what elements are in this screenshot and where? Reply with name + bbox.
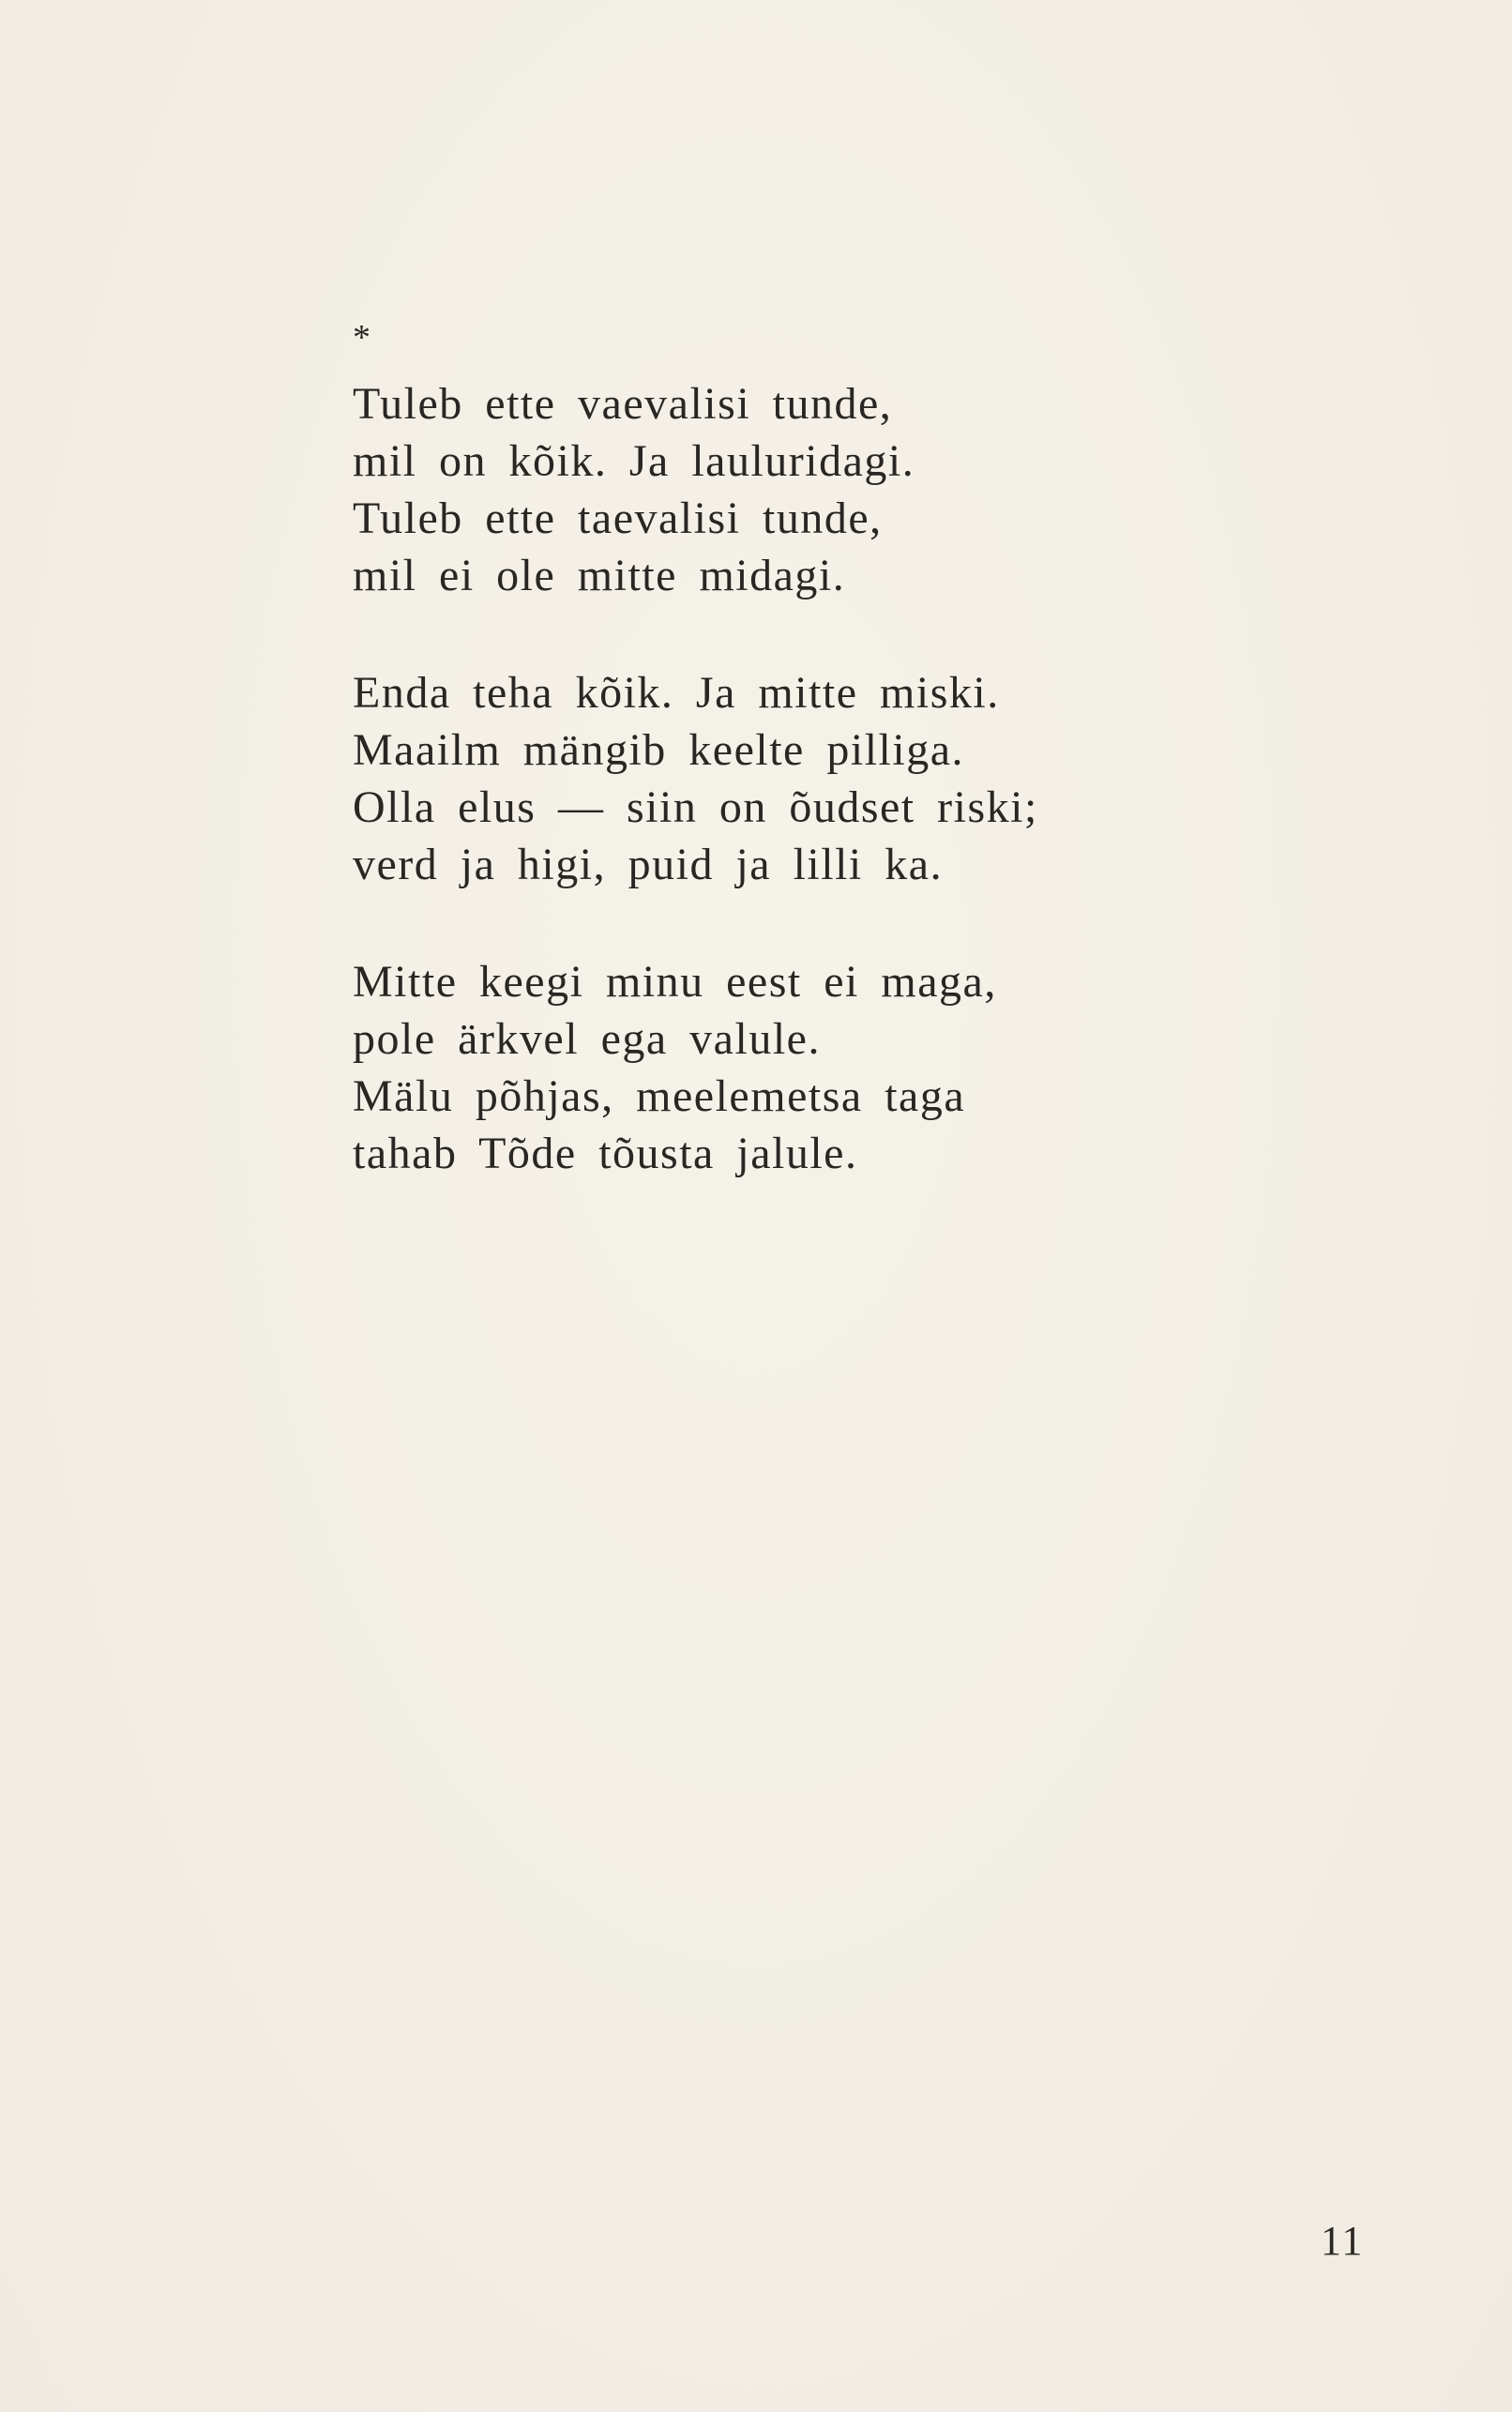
- page-number: 11: [1321, 2218, 1365, 2264]
- poem-line: pole ärkvel ega valule.: [353, 1014, 821, 1064]
- poem-line: Mitte keegi minu eest ei maga,: [353, 957, 997, 1007]
- poem: [353, 319, 1253, 1182]
- poem-line: Tuleb ette taevalisi tunde,: [353, 493, 883, 543]
- stanza-3: [353, 953, 1253, 1182]
- poem-line: mil ei ole mitte midagi.: [353, 551, 846, 600]
- poem-line: verd ja higi, puid ja lilli ka.: [353, 840, 944, 889]
- poem-line: Enda teha kõik. Ja mitte miski.: [353, 668, 1000, 718]
- stanza-2: [353, 664, 1253, 893]
- stanza-1: [353, 375, 1253, 604]
- poem-line: Mälu põhjas, meelemetsa taga: [353, 1071, 966, 1121]
- poem-line: Olla elus — siin on õudset riski;: [353, 782, 1038, 832]
- poem-line: mil on kõik. Ja lauluridagi.: [353, 436, 915, 486]
- poem-line: tahab Tõde tõusta jalule.: [353, 1129, 858, 1178]
- poem-line: Tuleb ette vaevalisi tunde,: [353, 379, 893, 429]
- section-asterisk: *: [353, 318, 370, 357]
- poem-line: Maailm mängib keelte pilliga.: [353, 725, 965, 775]
